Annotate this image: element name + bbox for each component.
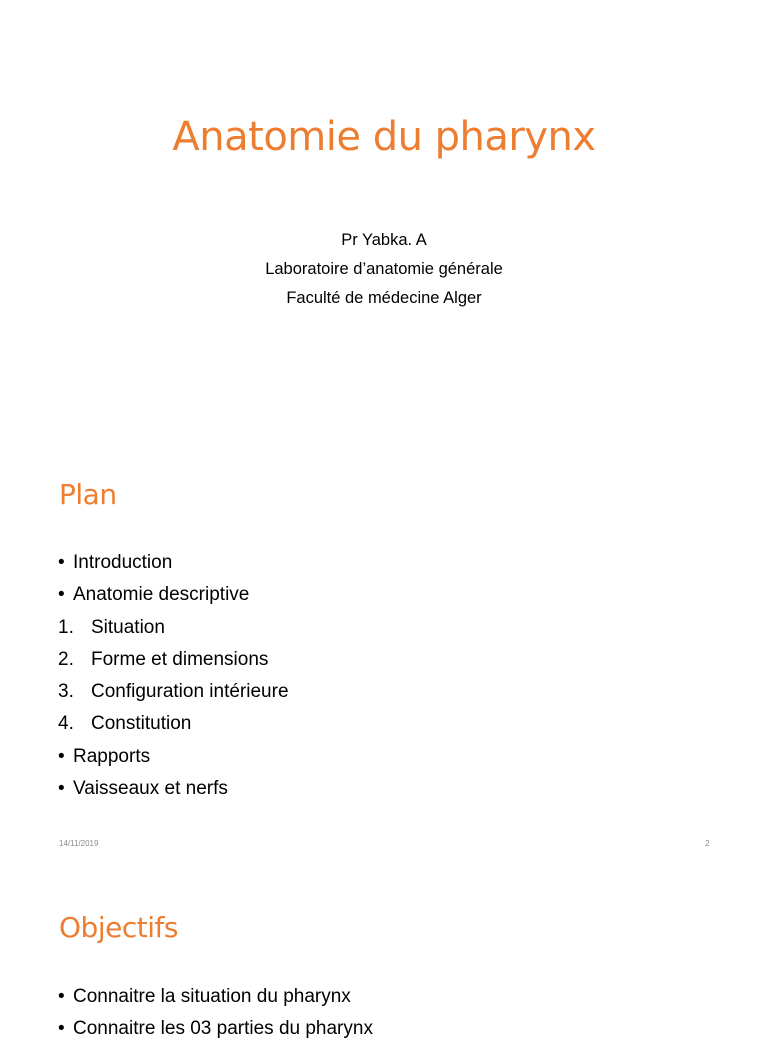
list-item xyxy=(58,1013,373,1045)
number-marker: 1. xyxy=(58,616,74,638)
bullet-marker: • xyxy=(58,1018,65,1040)
list-item xyxy=(58,644,289,676)
document-title: Anatomie du pharynx xyxy=(172,114,596,160)
title-slide xyxy=(0,0,768,432)
bullet-marker: • xyxy=(58,778,65,800)
lab-line: Laboratoire d’anatomie générale xyxy=(265,260,503,278)
number-marker: 4. xyxy=(58,713,74,735)
bullet-marker: • xyxy=(58,986,65,1007)
objectives-list xyxy=(58,981,373,1046)
list-item-text: Forme et dimensions xyxy=(91,648,269,670)
list-item-text: Constitution xyxy=(91,713,192,735)
number-marker: 2. xyxy=(58,648,74,670)
list-item-text: Connaitre les 03 parties du pharynx xyxy=(73,1018,373,1040)
list-item-text: Anatomie descriptive xyxy=(73,584,250,606)
subtitle-block xyxy=(0,226,768,313)
list-item xyxy=(58,708,289,740)
footer-date: 14/11/2019 xyxy=(59,839,99,848)
list-item-text: Situation xyxy=(91,616,165,638)
list-item xyxy=(58,579,289,611)
bullet-marker: • xyxy=(58,552,65,573)
faculty-line: Faculté de médecine Alger xyxy=(286,289,482,307)
plan-heading: Plan xyxy=(59,478,117,511)
author-line: Pr Yabka. A xyxy=(341,231,427,249)
bullet-marker: • xyxy=(58,584,65,606)
list-item xyxy=(58,676,289,708)
objectives-heading: Objectifs xyxy=(59,911,178,944)
plan-slide xyxy=(0,432,768,864)
number-marker: 3. xyxy=(58,681,74,703)
footer-page-number: 2 xyxy=(705,839,710,848)
list-item-text: Connaitre la situation du pharynx xyxy=(73,986,351,1007)
list-item-text: Configuration intérieure xyxy=(91,681,289,703)
objectives-slide xyxy=(0,864,768,1040)
list-item xyxy=(58,547,289,579)
list-item xyxy=(58,981,373,1013)
list-item-text: Vaisseaux et nerfs xyxy=(73,778,228,800)
list-item xyxy=(58,773,289,805)
bullet-marker: • xyxy=(58,745,65,767)
list-item xyxy=(58,612,289,644)
list-item xyxy=(58,741,289,773)
list-item-text: Rapports xyxy=(73,745,151,767)
plan-list xyxy=(58,547,289,805)
list-item-text: Introduction xyxy=(73,552,173,573)
